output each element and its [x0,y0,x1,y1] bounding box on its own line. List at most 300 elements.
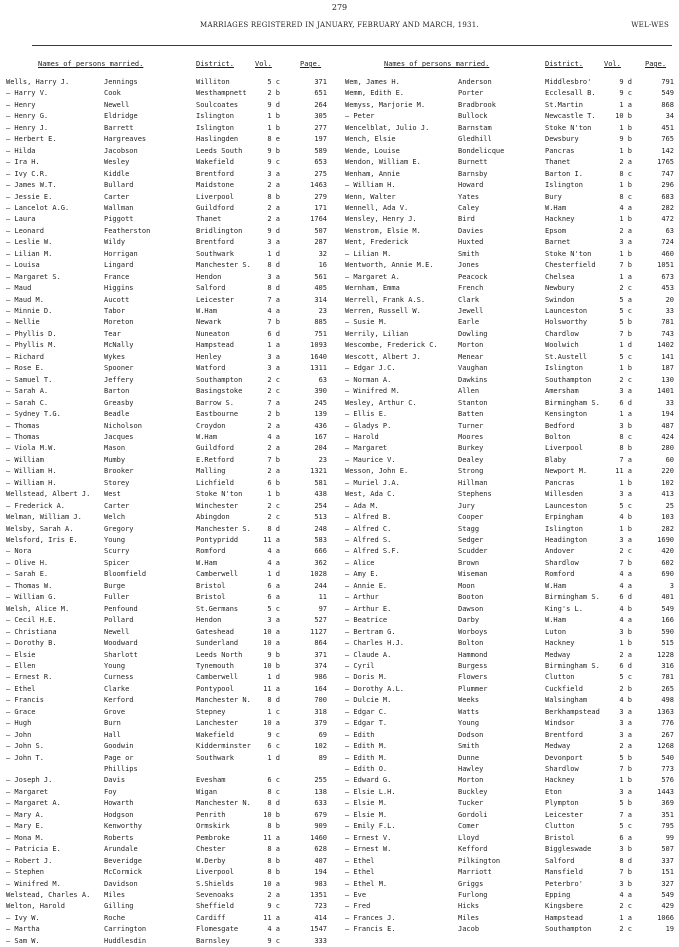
left-district-cell: Stepney [196,707,226,716]
left-spouse-cell: Scurry [104,547,130,556]
right-surname-cell: Wentworth, Annie M.E. [345,261,434,270]
right-spouse-cell: Peacock [458,272,488,281]
left-district-cell: Liverpool [196,868,234,877]
right-spouse-cell: Caley [458,203,480,212]
left-spouse-cell: Eldridge [104,112,138,121]
right-vol-cell: 1 b [619,123,632,132]
right-spouse-cell: Booton [458,593,484,602]
left-district-cell: Westhampnett [196,89,247,98]
right-surname-cell: — Ethel [345,856,375,865]
left-vol-cell: 3 a [267,272,280,281]
left-surname-cell: — Nellie [6,318,40,327]
page-title: MARRIAGES REGISTERED IN JANUARY, FEBRUARY AND MARCH, 1931. [200,21,479,29]
left-spouse-cell: Wykes [104,352,126,361]
table-row [0,775,679,786]
right-spouse-cell: Wiseman [458,570,488,579]
left-spouse-cell: Nicholson [104,421,142,430]
left-surname-cell: — Laura [6,215,36,224]
right-district-cell: Hampstead [545,913,583,922]
table-row [0,443,679,454]
left-vol-cell: 2 a [267,421,280,430]
left-surname-cell: — Leonard [6,226,44,235]
left-vol-cell: 8 b [267,192,280,201]
left-district-cell: Nuneaton [196,329,230,338]
table-row [0,340,679,351]
right-district-cell: Woolwich [545,341,579,350]
right-vol-cell: 8 c [619,192,632,201]
left-page-cell: 204 [314,444,327,453]
left-district-cell: Stoke N'ton [196,490,243,499]
left-surname-cell: — Rose E. [6,364,44,373]
table-row [0,203,679,214]
table-row [0,913,679,924]
left-surname-cell: — Thomas [6,432,40,441]
left-surname-cell: — Stephen [6,868,44,877]
right-vol-cell: 6 a [619,833,632,842]
left-surname-cell: — Ivy C.R. [6,169,49,178]
left-district-cell: Gateshead [196,627,234,636]
left-district-cell: Hendon [196,272,222,281]
left-spouse-cell: Barrett [104,123,134,132]
right-spouse-cell: Hicks [458,902,480,911]
page-header: Page. [300,60,322,68]
right-vol-cell: 3 b [619,421,632,430]
right-district-cell: Islington [545,181,583,190]
left-spouse-cell: Barton [104,387,130,396]
left-spouse-cell: Hodgson [104,810,134,819]
left-page-cell: 583 [314,536,327,544]
right-vol-cell: 5 c [619,673,632,682]
table-row [0,524,679,535]
left-district-cell: Leicester [196,295,234,304]
table-row [0,753,679,764]
left-surname-cell: — Grace [6,707,36,716]
right-district-cell: Shardlow [545,558,579,567]
right-page-cell: 142 [661,146,674,155]
table-row [0,489,679,500]
right-vol-cell: 3 b [619,879,632,888]
left-district-cell: Penrith [196,810,226,819]
right-district-cell: Berkhampstead [545,707,600,716]
right-vol-cell: 2 c [619,902,632,911]
left-page-cell: 983 [314,879,327,888]
right-spouse-cell: Pilkington [458,856,501,865]
right-surname-cell: Wem, James H. [345,78,400,86]
left-district-cell: Liverpool [196,192,234,201]
right-spouse-cell: Burkey [458,444,484,453]
right-district-cell: Shardlow [545,765,579,773]
right-surname-cell: — Eve [345,890,367,899]
left-surname-cell: — Sam W. [6,936,40,945]
right-vol-cell: 9 d [619,78,632,86]
left-page-cell: 333 [314,936,327,945]
left-surname-cell: — John [6,730,32,739]
right-district-cell: Stoke N'ton [545,249,592,258]
right-surname-cell: — Winifred M. [345,387,400,396]
right-district-cell: Eton [545,787,562,796]
left-district-cell: Chester [196,845,226,854]
left-vol-cell: 8 e [267,135,280,144]
left-page-cell: 279 [314,192,327,201]
right-surname-cell: Wensley, Henry J. [345,215,417,224]
table-row [0,867,679,878]
right-page-cell: 420 [661,547,674,556]
right-surname-cell: Wernham, Emma [345,284,400,293]
right-district-cell: Birmingham S. [545,593,600,602]
table-row [0,558,679,569]
right-page-cell: 1765 [657,158,674,167]
left-page-cell: 628 [314,845,327,854]
right-spouse-cell: Gledhill [458,135,492,144]
left-vol-cell: 4 a [267,307,280,315]
right-page-cell: 267 [661,730,674,739]
left-page-cell: 407 [314,856,327,865]
left-vol-cell: 1 a [267,341,280,350]
left-spouse-cell: Wesley [104,158,130,167]
right-page-cell: 453 [661,284,674,293]
left-spouse-cell: Jeffery [104,375,134,384]
left-page-cell: 864 [314,639,327,648]
left-spouse-cell: Davidson [104,879,138,888]
left-surname-cell: — Herbert E. [6,135,57,144]
left-surname-cell: — Maud [6,284,32,293]
left-district-cell: Brentford [196,238,234,247]
right-spouse-cell: Strong [458,467,484,476]
right-page-cell: 487 [661,421,674,430]
left-district-cell: Islington [196,123,234,132]
right-page-cell: 549 [661,89,674,98]
right-district-cell: Clutton [545,822,575,831]
right-surname-cell: Went, Frederick [345,238,409,247]
left-surname-cell: — Louisa [6,261,40,270]
left-surname-cell: — Francis [6,696,44,705]
left-page-cell: 16 [318,261,327,270]
right-spouse-cell: Morton [458,341,484,350]
left-surname-cell: — Sydney T.G. [6,410,61,419]
left-district-cell: Croydon [196,421,226,430]
left-surname-cell: — Mary A. [6,810,44,819]
right-surname-cell: — Dorothy A.L. [345,684,405,693]
right-surname-cell: — Arthur E. [345,604,392,613]
right-surname-cell: — Edith M. [345,742,388,751]
left-spouse-cell: Clarke [104,684,130,693]
right-spouse-cell: Darby [458,616,480,625]
right-page-cell: 460 [661,249,674,258]
right-spouse-cell: Marriott [458,868,492,877]
left-spouse-cell: Newell [104,627,130,636]
left-spouse-cell: Kenworthy [104,822,142,831]
left-district-cell: Hendon [196,616,222,625]
right-district-cell: Biggleswade [545,845,592,854]
left-page-cell: 1460 [310,833,327,842]
left-surname-cell: — Mary E. [6,822,44,831]
right-page-cell: 791 [661,78,674,86]
left-spouse-cell: Spicer [104,558,130,567]
right-page-cell: 673 [661,272,674,281]
right-vol-cell: 2 c [619,925,632,934]
right-vol-cell: 3 a [619,238,632,247]
right-page-cell: 724 [661,238,674,247]
right-surname-cell: — Beatrice [345,616,388,625]
right-spouse-cell: Anderson [458,78,492,86]
left-page-cell: 1311 [310,364,327,373]
left-vol-cell: 6 d [267,329,280,338]
page-header-right: Page. [645,60,667,68]
left-spouse-cell: Greasby [104,398,134,407]
left-surname-cell: — Thomas [6,421,40,430]
left-page-cell: 561 [314,272,327,281]
left-page-cell: 986 [314,673,327,682]
table-row [0,741,679,752]
left-surname-cell: — Henry J. [6,123,49,132]
right-surname-cell: — Annie E. [345,581,388,590]
right-vol-cell: 4 b [619,604,632,613]
left-surname-cell: — Maud M. [6,295,44,304]
right-spouse-cell: Gordoli [458,810,488,819]
right-page-cell: 33 [665,398,674,407]
table-row [0,569,679,580]
right-district-cell: Bolton [545,432,571,441]
left-surname-cell: — Frederick A. [6,501,66,510]
left-district-cell: W.Ham [196,432,218,441]
left-spouse-cell: McNally [104,341,134,350]
left-vol-cell: 9 b [267,146,280,155]
left-page-cell: 164 [314,684,327,693]
right-page-cell: 1363 [657,707,674,716]
right-spouse-cell: Miles [458,913,480,922]
left-district-cell: Kidderminster [196,742,251,751]
left-surname-cell: — Sarah C. [6,398,49,407]
table-row [0,260,679,271]
right-vol-cell: 7 b [619,868,632,877]
left-district-cell: Watford [196,364,226,373]
left-page-cell: 371 [314,78,327,86]
right-surname-cell: — Gladys P. [345,421,392,430]
right-district-cell: Windsor [545,719,575,728]
right-district-cell: Birmingham S. [545,661,600,670]
left-spouse-cell: Newell [104,100,130,109]
right-surname-cell: — Lilian M. [345,249,392,258]
right-spouse-cell: Watts [458,707,480,716]
right-spouse-cell: Huxted [458,238,484,247]
right-spouse-cell: Cooper [458,513,484,522]
district-header: District. [196,60,234,68]
left-page-cell: 287 [314,238,327,247]
right-district-cell: Hackney [545,776,575,785]
left-district-cell: Bridlington [196,226,243,235]
left-surname-cell: — Martha [6,925,40,934]
left-surname-cell: — Robert J. [6,856,53,865]
left-vol-cell: 4 a [267,925,280,934]
right-district-cell: W.Ham [545,581,567,590]
left-spouse-cell: Lingard [104,261,134,270]
table-row [0,409,679,420]
right-surname-cell: Wescott, Albert J. [345,352,421,361]
left-spouse-cell: Miles [104,890,126,899]
right-vol-cell: 11 a [615,467,632,476]
right-spouse-cell: Howard [458,181,484,190]
table-row [0,661,679,672]
left-vol-cell: 6 a [267,581,280,590]
right-vol-cell: 5 c [619,501,632,510]
right-vol-cell: 2 b [619,684,632,693]
left-district-cell: Camberwell [196,570,239,579]
left-spouse-cell: Burn [104,719,121,728]
left-vol-cell: 1 c [267,707,280,716]
left-page-cell: 909 [314,822,327,831]
right-vol-cell: 2 a [619,158,632,167]
right-page-cell: 515 [661,639,674,648]
right-vol-cell: 5 b [619,753,632,762]
right-vol-cell: 1 b [619,364,632,373]
left-page-cell: 513 [314,513,327,522]
right-spouse-cell: Clark [458,295,480,304]
table-row [0,432,679,443]
left-spouse-cell: Spooner [104,364,134,373]
left-spouse-cell: Bloomfield [104,570,147,579]
right-vol-cell: 6 d [619,398,632,407]
right-spouse-cell: Turner [458,421,484,430]
left-district-cell: Manchester S. [196,524,251,533]
table-row [0,650,679,661]
right-district-cell: Plympton [545,799,579,808]
left-page-cell: 167 [314,432,327,441]
right-vol-cell: 1 b [619,181,632,190]
left-page-cell: 374 [314,661,327,670]
left-surname-cell: — Nora [6,547,32,556]
left-vol-cell: 7 b [267,318,280,327]
left-vol-cell: 8 d [267,799,280,808]
left-vol-cell: 8 a [267,845,280,854]
right-district-cell: Chesterfield [545,261,596,270]
left-page-cell: 89 [318,753,327,762]
right-district-cell: Barnet [545,238,571,247]
right-vol-cell: 1 a [619,272,632,281]
right-page-cell: 3 [669,581,674,590]
left-surname-cell: — Christiana [6,627,57,636]
left-vol-cell: 10 a [263,639,280,648]
left-district-cell: Barrow S. [196,398,234,407]
right-vol-cell: 4 b [619,513,632,522]
left-vol-cell: 5 c [267,604,280,613]
table-row [0,627,679,638]
right-surname-cell: — Elsie M. [345,799,388,808]
right-surname-cell: Werrily, Lilian [345,329,409,338]
right-page-cell: 781 [661,673,674,682]
left-district-cell: Southampton [196,375,243,384]
table-row [0,146,679,157]
table-row [0,501,679,512]
table-row [0,844,679,855]
left-surname-cell: — Lancelot A.G. [6,203,70,212]
right-spouse-cell: Barnstam [458,123,492,132]
right-spouse-cell: Jacob [458,925,480,934]
right-surname-cell: — Margaret A. [345,272,400,281]
right-vol-cell: 1 a [619,100,632,109]
left-page-cell: 197 [314,135,327,144]
right-vol-cell: 1 b [619,776,632,785]
left-surname-cell: — Hilda [6,146,36,155]
vol-header-right: Vol. [604,60,621,68]
right-surname-cell: — Edgar T. [345,719,388,728]
left-district-cell: Haslingden [196,135,239,144]
left-vol-cell: 2 c [267,375,280,384]
right-spouse-cell: Burnett [458,158,488,167]
table-row [0,317,679,328]
header-rule [32,45,672,46]
right-district-cell: Luton [545,627,567,636]
right-surname-cell: — Harold [345,432,379,441]
right-spouse-cell: Smith [458,742,480,751]
left-vol-cell: 4 a [267,558,280,567]
left-vol-cell: 1 b [267,112,280,121]
table-row [0,111,679,122]
left-page-cell: 23 [318,307,327,315]
right-spouse-cell: Hawley [458,765,484,773]
right-vol-cell: 10 b [615,112,632,121]
table-row [0,535,679,546]
right-district-cell: Islington [545,524,583,533]
left-vol-cell: 11 a [263,536,280,544]
left-vol-cell: 9 d [267,226,280,235]
right-vol-cell: 3 a [619,730,632,739]
left-spouse-cell: Tabor [104,307,126,315]
left-page-cell: 679 [314,810,327,819]
left-spouse-cell: Aucott [104,295,130,304]
left-page-cell: 255 [314,776,327,785]
left-surname-cell: — Ivy W. [6,913,40,922]
right-district-cell: Newcastle T. [545,112,596,121]
table-row [0,512,679,523]
right-page-cell: 424 [661,432,674,441]
left-page-cell: 651 [314,89,327,98]
right-district-cell: Middlesbro' [545,78,592,86]
left-vol-cell: 8 d [267,696,280,705]
right-page-cell: 401 [661,593,674,602]
right-page-cell: 103 [661,513,674,522]
left-spouse-cell: Wallman [104,203,134,212]
left-vol-cell: 2 c [267,513,280,522]
table-row [0,730,679,741]
left-page-cell: 527 [314,616,327,625]
right-spouse-cell: Bird [458,215,475,224]
right-surname-cell: — William H. [345,181,396,190]
left-vol-cell: 6 c [267,742,280,751]
left-surname-cell: — John T. [6,753,44,762]
right-spouse-cell: Hillman [458,478,488,487]
right-surname-cell: — Ernest W. [345,845,392,854]
left-vol-cell: 7 b [267,455,280,464]
left-surname-cell: — Margaret [6,787,49,796]
right-surname-cell: Wemm, Edith E. [345,89,405,98]
table-row [0,192,679,203]
left-surname-cell: — Minnie D. [6,307,53,315]
right-vol-cell: 3 a [619,387,632,396]
left-surname-cell: — Hugh [6,719,32,728]
table-row [0,546,679,557]
left-spouse-cell: Howarth [104,799,134,808]
right-district-cell: Salford [545,856,575,865]
right-surname-cell: — Alfred S.F. [345,547,400,556]
right-vol-cell: 4 a [619,616,632,625]
left-vol-cell: 11 a [263,684,280,693]
left-spouse-cell: Beadle [104,410,130,419]
right-page-cell: 1228 [657,650,674,659]
left-surname-cell: — Harry V. [6,89,49,98]
left-district-cell: Salford [196,284,226,293]
left-vol-cell: 3 a [267,616,280,625]
right-spouse-cell: Scudder [458,547,488,556]
